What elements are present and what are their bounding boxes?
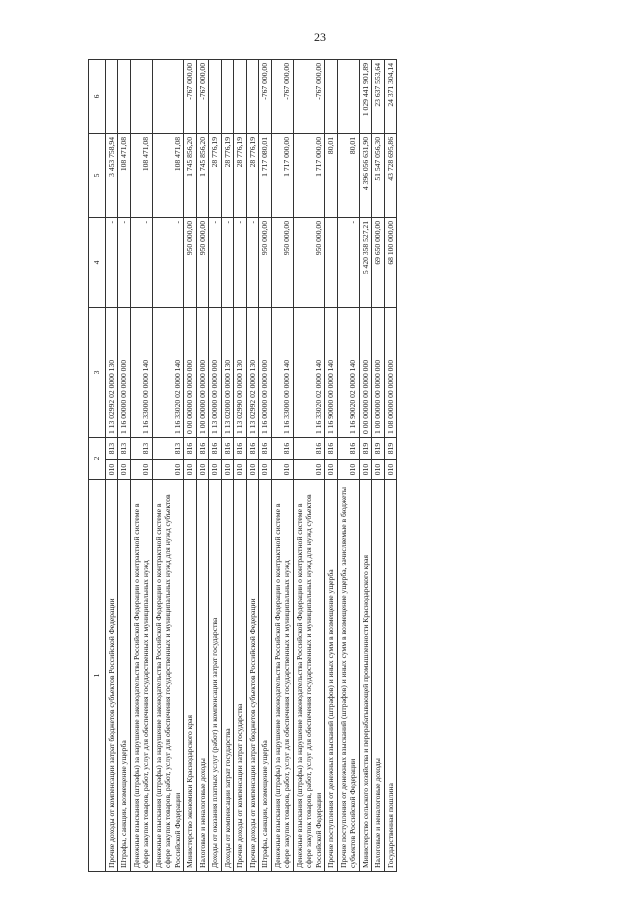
rotated-table-area [88, 60, 598, 872]
table-row [209, 59, 221, 871]
row-classification-code-cell: 1 16 33020 02 0000 140 [293, 307, 324, 437]
header-col-4: 4 [89, 217, 106, 307]
row-classification-code-cell: 1 13 02990 00 0000 130 [234, 307, 246, 437]
row-executed-value-cell: 4 396 056 631,90 [359, 133, 371, 217]
table-row [359, 59, 371, 871]
row-name-cell: Министерство сельского хозяйства и перерабатывающей промышленности Краснодарского края [359, 480, 371, 872]
row-code-a-cell: 010 [271, 460, 293, 480]
table-row [221, 59, 233, 871]
row-name-cell: Прочие доходы от компенсации затрат бюджетов субъектов Российской Федерации [106, 480, 118, 872]
row-remaining-value-cell: 23 637 553,64 [372, 59, 384, 133]
row-classification-code-cell: 0 00 00000 00 0000 000 [359, 307, 371, 437]
header-col-2: 2 [89, 437, 106, 479]
row-remaining-value-cell [118, 59, 130, 133]
table-row [271, 59, 293, 871]
row-remaining-value-cell: -767 000,00 [196, 59, 208, 133]
row-planned-value-cell [325, 217, 337, 307]
row-name-cell: Денежные взыскания (штрафы) за нарушение законодательства Российской Федерации о контрактной системе в сфере закупок товаров, работ, услуг для обеспечения государственных и муниципальных нужд [130, 480, 152, 872]
row-executed-value-cell: 43 728 695,86 [384, 133, 396, 217]
header-col-6: 6 [89, 59, 106, 133]
row-classification-code-cell: 1 08 00000 00 0000 000 [384, 307, 396, 437]
row-code-a-cell: 010 [130, 460, 152, 480]
row-planned-value-cell: - [209, 217, 221, 307]
table-row [152, 59, 183, 871]
row-code-b-cell: 816 [221, 437, 233, 459]
row-code-a-cell: 010 [384, 460, 396, 480]
row-executed-value-cell: 28 776,19 [221, 133, 233, 217]
row-name-cell: Налоговые и неналоговые доходы [196, 480, 208, 872]
row-remaining-value-cell: -767 000,00 [259, 59, 271, 133]
row-name-cell: Министерство экономики Краснодарского края [184, 480, 196, 872]
row-executed-value-cell: 108 471,08 [130, 133, 152, 217]
row-code-b-cell: 816 [234, 437, 246, 459]
header-col-5: 5 [89, 133, 106, 217]
row-executed-value-cell: 80,01 [337, 133, 359, 217]
row-executed-value-cell: 3 453 758,94 [106, 133, 118, 217]
row-name-cell: Прочие доходы от компенсации затрат государства [234, 480, 246, 872]
row-planned-value-cell: 68 100 000,00 [384, 217, 396, 307]
row-planned-value-cell: 69 650 000,00 [372, 217, 384, 307]
row-code-a-cell: 010 [234, 460, 246, 480]
row-code-b-cell: 819 [384, 437, 396, 459]
row-remaining-value-cell: -767 000,00 [271, 59, 293, 133]
row-code-b-cell: 819 [359, 437, 371, 459]
row-remaining-value-cell: 1 029 441 901,89 [359, 59, 371, 133]
row-classification-code-cell: 1 13 02992 02 0000 130 [106, 307, 118, 437]
row-code-a-cell: 010 [152, 460, 183, 480]
table-row [130, 59, 152, 871]
row-classification-code-cell: 1 16 00000 00 0000 000 [118, 307, 130, 437]
row-code-b-cell: 813 [130, 437, 152, 459]
row-code-a-cell: 010 [359, 460, 371, 480]
row-name-cell: Прочие доходы от компенсации затрат бюджетов субъектов Российской Федерации [246, 480, 258, 872]
row-remaining-value-cell: -767 000,00 [293, 59, 324, 133]
row-executed-value-cell: 1 745 856,20 [184, 133, 196, 217]
row-remaining-value-cell [152, 59, 183, 133]
row-code-a-cell: 010 [372, 460, 384, 480]
row-code-a-cell: 010 [246, 460, 258, 480]
row-planned-value-cell: - [246, 217, 258, 307]
row-classification-code-cell: 1 16 33020 02 0000 140 [152, 307, 183, 437]
row-planned-value-cell: 950 000,00 [293, 217, 324, 307]
row-planned-value-cell: - [221, 217, 233, 307]
header-col-3: 3 [89, 307, 106, 437]
row-name-cell: Прочие поступления от денежных взысканий (штрафов) и иных сумм в возмещение ущерба [325, 480, 337, 872]
row-classification-code-cell: 1 13 02992 02 0000 130 [246, 307, 258, 437]
row-code-a-cell: 010 [221, 460, 233, 480]
row-classification-code-cell: 1 16 00000 00 0000 000 [259, 307, 271, 437]
row-code-b-cell: 816 [196, 437, 208, 459]
row-executed-value-cell: 1 745 856,20 [196, 133, 208, 217]
row-remaining-value-cell [221, 59, 233, 133]
row-remaining-value-cell: -767 000,00 [184, 59, 196, 133]
row-remaining-value-cell [234, 59, 246, 133]
row-executed-value-cell: 28 776,19 [246, 133, 258, 217]
row-classification-code-cell: 1 16 90020 02 0000 140 [337, 307, 359, 437]
row-remaining-value-cell [106, 59, 118, 133]
page-number: 23 [314, 30, 326, 44]
row-remaining-value-cell [337, 59, 359, 133]
row-planned-value-cell: 950 000,00 [259, 217, 271, 307]
row-code-b-cell: 813 [106, 437, 118, 459]
row-classification-code-cell: 1 13 02000 00 0000 130 [221, 307, 233, 437]
row-code-a-cell: 010 [106, 460, 118, 480]
row-classification-code-cell: 1 16 33000 00 0000 140 [271, 307, 293, 437]
table-row [106, 59, 118, 871]
row-remaining-value-cell [130, 59, 152, 133]
row-executed-value-cell: 1 717 080,01 [259, 133, 271, 217]
row-planned-value-cell: - [106, 217, 118, 307]
row-executed-value-cell: 108 471,08 [152, 133, 183, 217]
row-code-b-cell: 816 [325, 437, 337, 459]
row-executed-value-cell: 51 547 056,30 [372, 133, 384, 217]
row-remaining-value-cell: 24 371 304,14 [384, 59, 396, 133]
table-header-row [89, 59, 106, 871]
row-name-cell: Денежные взыскания (штрафы) за нарушение законодательства Российской Федерации о контрактной системе в сфере закупок товаров, работ, услуг для обеспечения государственных и муниципальных нужд для нужд субъектов Российской Федерации [293, 480, 324, 872]
row-code-a-cell: 010 [209, 460, 221, 480]
row-planned-value-cell: 950 000,00 [196, 217, 208, 307]
row-code-b-cell: 813 [152, 437, 183, 459]
row-code-b-cell: 819 [372, 437, 384, 459]
row-code-a-cell: 010 [184, 460, 196, 480]
row-classification-code-cell: 1 00 00000 00 0000 000 [196, 307, 208, 437]
row-name-cell: Налоговые и неналоговые доходы [372, 480, 384, 872]
row-code-a-cell: 010 [293, 460, 324, 480]
table-row [259, 59, 271, 871]
row-planned-value-cell: - [152, 217, 183, 307]
row-classification-code-cell: 1 13 00000 00 0000 000 [209, 307, 221, 437]
row-code-b-cell: 816 [293, 437, 324, 459]
row-classification-code-cell: 0 00 00000 00 0000 000 [184, 307, 196, 437]
table-row [293, 59, 324, 871]
row-name-cell: Денежные взыскания (штрафы) за нарушение законодательства Российской Федерации о контрактной системе в сфере закупок товаров, работ, услуг для обеспечения государственных и муниципальных нужд [271, 480, 293, 872]
row-code-a-cell: 010 [118, 460, 130, 480]
row-code-b-cell: 816 [259, 437, 271, 459]
row-executed-value-cell: 1 717 000,00 [293, 133, 324, 217]
row-remaining-value-cell [246, 59, 258, 133]
row-planned-value-cell: 950 000,00 [271, 217, 293, 307]
table-row [325, 59, 337, 871]
row-remaining-value-cell [325, 59, 337, 133]
row-planned-value-cell: 5 420 358 527,21 [359, 217, 371, 307]
row-code-b-cell: 816 [271, 437, 293, 459]
header-col-1: 1 [89, 480, 106, 872]
row-executed-value-cell: 108 471,08 [118, 133, 130, 217]
row-code-b-cell: 816 [184, 437, 196, 459]
revenue-table [88, 59, 397, 872]
row-name-cell: Денежные взыскания (штрафы) за нарушение законодательства Российской Федерации о контрактной системе в сфере закупок товаров, работ, услуг для обеспечения государственных и муниципальных нужд для нужд субъектов Российской Федерации [152, 480, 183, 872]
row-name-cell: Доходы от компенсации затрат государства [221, 480, 233, 872]
row-executed-value-cell: 28 776,19 [234, 133, 246, 217]
row-planned-value-cell: - [130, 217, 152, 307]
row-code-b-cell: 813 [118, 437, 130, 459]
row-classification-code-cell: 1 16 90000 00 0000 140 [325, 307, 337, 437]
row-name-cell: Доходы от оказания платных услуг (работ) и компенсации затрат государства [209, 480, 221, 872]
row-code-a-cell: 010 [337, 460, 359, 480]
landscape-table-wrapper [88, 60, 598, 872]
row-executed-value-cell: 28 776,19 [209, 133, 221, 217]
row-executed-value-cell: 1 717 000,00 [271, 133, 293, 217]
row-planned-value-cell: 950 000,00 [184, 217, 196, 307]
table-body [106, 59, 397, 871]
table-row [246, 59, 258, 871]
row-classification-code-cell: 1 16 33000 00 0000 140 [130, 307, 152, 437]
row-code-b-cell: 816 [337, 437, 359, 459]
table-row [384, 59, 396, 871]
table-row [196, 59, 208, 871]
table-row [184, 59, 196, 871]
row-planned-value-cell: - [234, 217, 246, 307]
row-code-a-cell: 010 [325, 460, 337, 480]
row-name-cell: Государственная пошлина [384, 480, 396, 872]
row-planned-value-cell: - [118, 217, 130, 307]
row-code-b-cell: 816 [209, 437, 221, 459]
row-code-a-cell: 010 [259, 460, 271, 480]
row-planned-value-cell: - [337, 217, 359, 307]
row-code-b-cell: 816 [246, 437, 258, 459]
row-executed-value-cell: 80,01 [325, 133, 337, 217]
table-row [234, 59, 246, 871]
table-row [372, 59, 384, 871]
table-row [118, 59, 130, 871]
row-name-cell: Прочие поступления от денежных взысканий (штрафов) и иных сумм в возмещение ущерба, зачисляемые в бюджеты субъектов Российской Федерации [337, 480, 359, 872]
row-remaining-value-cell [209, 59, 221, 133]
table-row [337, 59, 359, 871]
row-name-cell: Штрафы, санкции, возмещение ущерба [118, 480, 130, 872]
row-name-cell: Штрафы, санкции, возмещение ущерба [259, 480, 271, 872]
row-classification-code-cell: 1 00 00000 00 0000 000 [372, 307, 384, 437]
row-code-a-cell: 010 [196, 460, 208, 480]
